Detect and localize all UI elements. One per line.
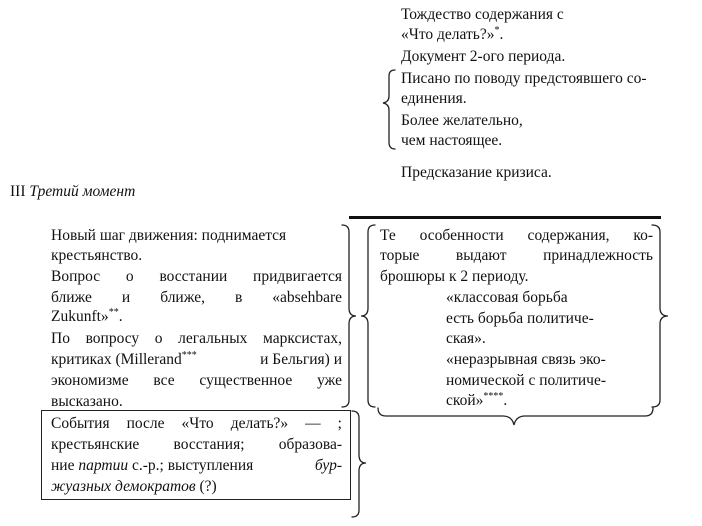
left-p2-word-4: в [234,289,243,306]
top-line-5: единения. [401,90,467,107]
left-p1-line2: крестьянство. [51,247,143,264]
top-line-1: Тождество содержания с [401,6,564,23]
top-line-2-end: . [499,26,504,43]
events-line-3-c: с.-р.; выступления [128,457,254,474]
section-numeral: III [10,183,26,200]
section-title: Третий момент [29,183,136,200]
quote-1-line-1: «классовая борьба [446,289,568,306]
left-column-right-brace [342,225,356,407]
events-line-3-d: бур- [314,457,342,474]
events-box-brace [352,411,366,517]
left-p2-line1: Вопрос о восстании придвигается [51,268,342,285]
events-line-2: крестьянские восстания; образова- [51,436,342,453]
footnote-mark-1: * [494,24,500,36]
right-column-right-brace [652,225,668,407]
right-line-2: торые выдают принадлежность [380,247,653,264]
left-p3-line2-a-text: критиках (Millerand [51,351,182,368]
left-p3-line1: По вопросу о легальных марксистах, [51,330,342,347]
left-p3-line2-b: и Бельгия) и [260,351,342,368]
left-p3-line4: высказано. [51,393,123,410]
left-p1-line1: Новый шаг движения: поднимается [51,227,287,244]
events-line-1: События после «Что делать?» — ; [51,415,342,432]
left-p2-line3-end: . [118,308,123,325]
top-line-2-text: «Что делать?» [401,26,495,43]
top-line-4: Писано по поводу предстоявшего со- [401,70,647,87]
quote-1-line-3: ская». [446,330,486,347]
right-line-1: Те особенности содержания, ко- [380,227,653,244]
events-line-4-a: жуазных демократов [51,478,196,495]
quote-2-line-3-end: . [503,392,508,409]
left-p2-line3-text: Zukunft» [51,308,109,325]
quote-2-line-1: «неразрывная связь эко- [446,351,606,368]
top-line-6: Более желательно, [401,112,523,129]
right-column-left-brace [361,225,375,407]
top-line-8: Предсказание кризиса. [401,164,552,181]
left-p2-word-2: и [121,289,131,306]
left-p2-word-3: ближе, [160,289,205,306]
top-left-brace [383,70,395,149]
quote-2-line-2: номической с политиче- [446,372,606,389]
top-line-7: чем настоящее. [401,132,503,149]
right-column-bottom-brace [378,408,653,425]
footnote-mark-3: *** [181,349,197,361]
top-line-3: Документ 2-ого периода. [401,48,566,65]
events-line-3-b: партии [78,457,129,474]
footnote-mark-4: **** [483,390,504,402]
events-line-4-b: (?) [195,478,217,495]
quote-2-line-3-text: ской» [446,392,484,409]
right-line-3: брошюры к 2 периоду. [380,268,529,285]
left-p2-word-5: «absehbare [272,289,342,306]
events-line-3-a: ние [51,457,79,474]
left-p2-word-1: ближе [51,289,92,306]
left-p3-line3: экономизме все существенное уже [51,372,342,389]
quote-1-line-2: есть борьба политиче- [446,310,594,327]
footnote-mark-2: ** [108,306,119,318]
